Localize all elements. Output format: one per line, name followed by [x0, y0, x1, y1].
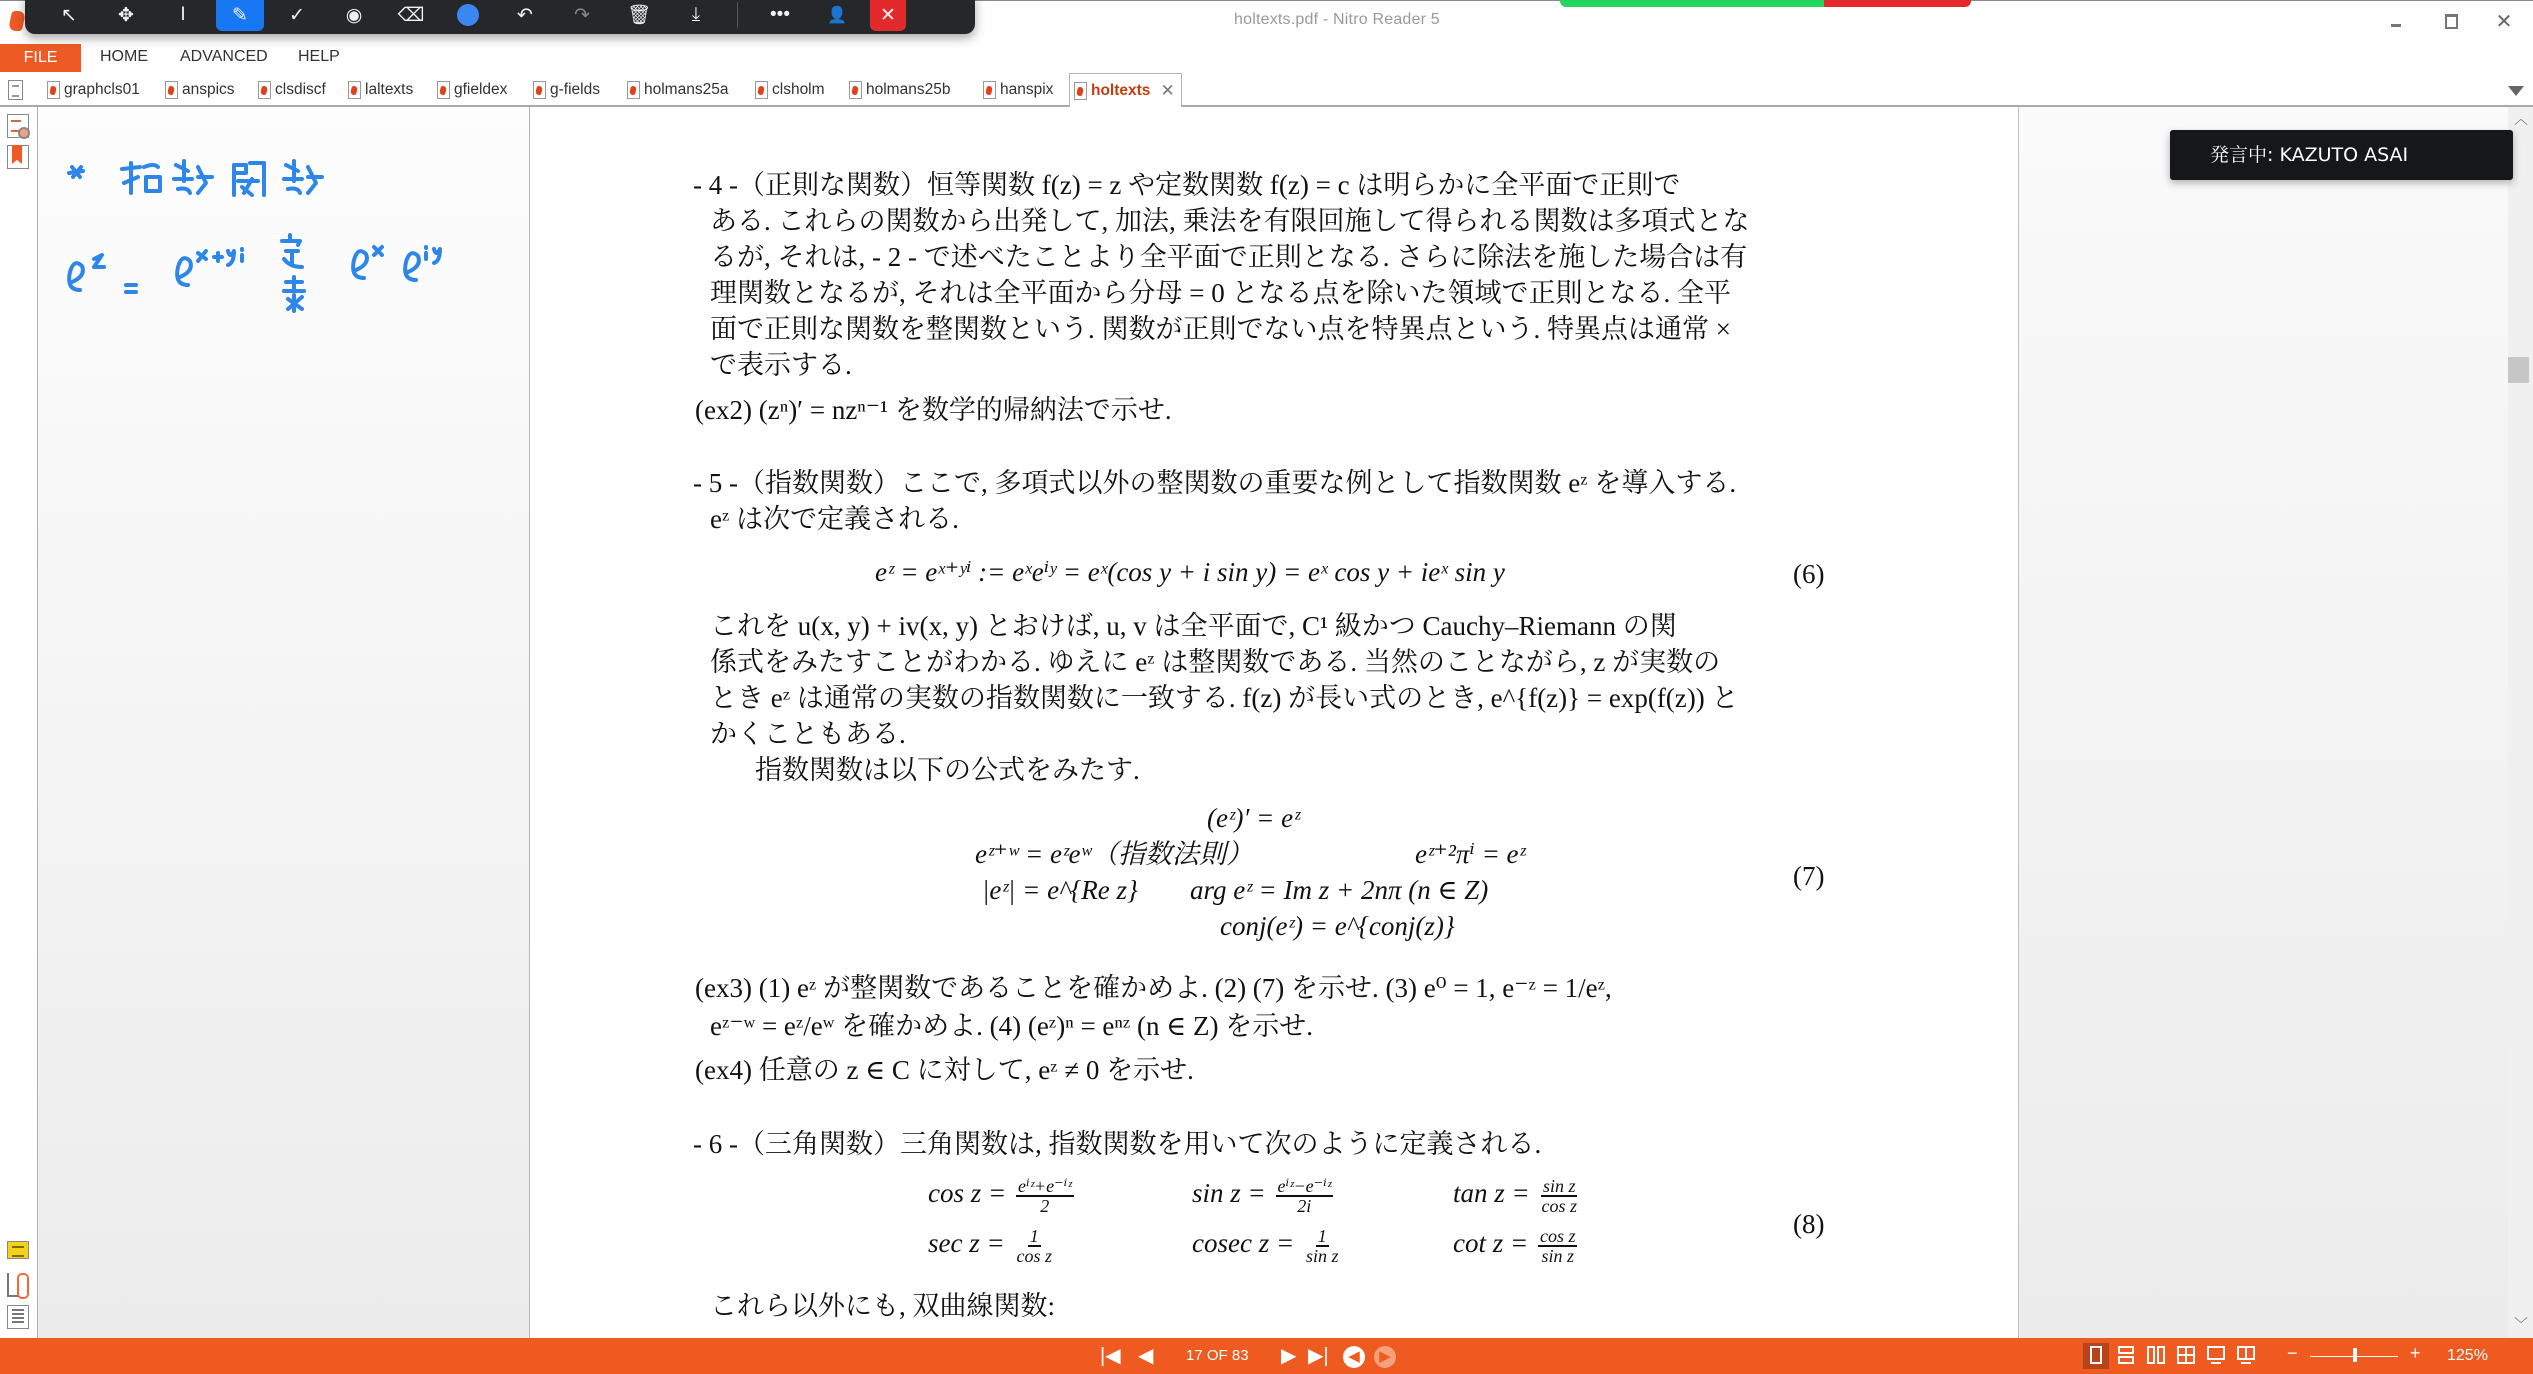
- eq7-row-2a: eᶻ⁺ʷ = eᶻeʷ（指数法則）: [975, 839, 1253, 869]
- eq7-row-2b: eᶻ⁺²πⁱ = eᶻ: [1415, 839, 1526, 869]
- last-page-button[interactable]: ▶|: [1308, 1345, 1329, 1367]
- scroll-up-icon[interactable]: ︿: [2514, 111, 2528, 127]
- cot-lhs: cot z =: [1453, 1228, 1529, 1259]
- attachments-icon[interactable]: [7, 1273, 19, 1297]
- cosec-fraction: $\frac{1}{\text{sin z}}$: [1305, 1226, 1339, 1266]
- pdf-file-icon: [437, 81, 450, 99]
- eq7-row-3a: |eᶻ| = e^{Re z}: [982, 875, 1138, 905]
- speaking-indicator-badge: 発言中: KAZUTO ASAI: [2170, 130, 2513, 180]
- recording-indicator: [1560, 0, 1971, 7]
- comments-icon[interactable]: [7, 1241, 29, 1259]
- sec6-tail: これら以外にも, 双曲線関数:: [710, 1291, 1056, 1321]
- sec5-line-1: - 5 -（指数関数）ここで, 多項式以外の整関数の重要な例として指数関数 eᶻ を導入する.: [693, 468, 1737, 498]
- scrollbar-thumb[interactable]: [2508, 357, 2529, 383]
- check-tool-button[interactable]: [273, 0, 321, 31]
- minimize-button[interactable]: [2378, 7, 2418, 37]
- cos-fraction: $\frac{\text{eⁱᶻ+e⁻ⁱᶻ}}{2}$: [1017, 1176, 1072, 1216]
- sec4-line-3: るが, それは, - 2 - で述べたことより全平面で正則となる. さらに除法を施した場合は有: [710, 242, 1748, 272]
- text-tool-button[interactable]: [159, 0, 207, 31]
- spotlight-icon: ◉: [345, 4, 363, 26]
- save-download-button[interactable]: [672, 0, 720, 31]
- pen-tool-button[interactable]: [216, 0, 264, 31]
- pdf-file-icon: [627, 81, 640, 99]
- vertical-scrollbar[interactable]: [2508, 107, 2533, 1338]
- status-bar: [0, 1338, 2533, 1374]
- close-toolbar-button[interactable]: [870, 0, 906, 31]
- previous-view-button[interactable]: ◀: [1343, 1346, 1365, 1368]
- eq8-cosec: [1192, 1227, 1343, 1265]
- more-dots-icon: •••: [770, 4, 790, 25]
- page-list-icon[interactable]: [7, 1305, 29, 1329]
- sec5-line-2: eᶻ は次で定義される.: [710, 504, 959, 534]
- toolbar-divider: [737, 2, 738, 28]
- more-options-button[interactable]: [756, 0, 804, 31]
- delete-button[interactable]: [615, 0, 663, 31]
- document-tabs: [0, 72, 2533, 107]
- handwritten-ink-annotation: [38, 107, 530, 407]
- single-page-view-button[interactable]: [2083, 1343, 2109, 1369]
- sec6-heading: - 6 -（三角関数）三角関数は, 指数関数を用いて次のように定義される.: [693, 1129, 1542, 1159]
- viewer-background-right: [2018, 107, 2508, 1338]
- redo-icon: ↷: [574, 4, 590, 26]
- tab-holmans25a[interactable]: holmans25a: [627, 78, 728, 102]
- eq8-sin: [1192, 1177, 1336, 1215]
- zoom-in-button[interactable]: +: [2410, 1343, 2421, 1363]
- cursor-arrow-icon: ↖: [61, 4, 77, 26]
- tab-list-icon[interactable]: [8, 80, 23, 100]
- trash-icon: 🗑: [626, 5, 652, 26]
- pdf-file-icon: [348, 81, 361, 99]
- sec4-line-4: 理関数となるが, それは全平面から分母 = 0 となる点を除いた領域で正則となる. 全平: [710, 278, 1731, 308]
- zoom-level[interactable]: 125%: [2447, 1347, 2488, 1364]
- sec4-line-5: 面で正則な関数を整関数という. 関数が正則でない点を特異点という. 特異点は通常 ×: [710, 314, 1731, 344]
- undo-icon: ↶: [517, 4, 533, 26]
- spotlight-tool-button[interactable]: [330, 0, 378, 31]
- menu-home[interactable]: HOME: [100, 48, 148, 65]
- close-window-button[interactable]: ✕: [2495, 11, 2513, 33]
- pdf-page: [530, 107, 2018, 1338]
- presentation-view-button[interactable]: [2233, 1343, 2259, 1369]
- monitor-icon: [2207, 1346, 2225, 1360]
- download-icon: ⤓: [691, 4, 701, 25]
- continuous-icon: [2118, 1346, 2134, 1354]
- ribbon-menu: [0, 44, 2533, 72]
- tab-gfieldex[interactable]: gfieldex: [437, 78, 507, 102]
- zoom-out-button[interactable]: −: [2287, 1343, 2298, 1363]
- exercise-4: (ex4) 任意の z ∈ C に対して, eᶻ ≠ 0 を示せ.: [695, 1055, 1194, 1085]
- recording-indicator-green: [1560, 0, 1824, 7]
- eq7-row-1: (eᶻ)′ = eᶻ: [1207, 803, 1300, 833]
- eraser-tool-button[interactable]: [387, 0, 435, 31]
- cos-lhs: cos z =: [928, 1178, 1007, 1209]
- maximize-icon: [2445, 14, 2458, 29]
- move-tool-button[interactable]: [102, 0, 150, 31]
- recording-indicator-red: [1824, 0, 1971, 7]
- equation-number-8: (8): [1793, 1209, 1825, 1239]
- fullscreen-view-button[interactable]: [2203, 1343, 2229, 1369]
- color-picker-button[interactable]: [444, 0, 492, 31]
- exercise-3-line-1: (ex3) (1) eᶻ が整関数であることを確かめよ. (2) (7) を示せ. (3) e⁰ = 1, e⁻ᶻ = 1/eᶻ,: [695, 973, 1612, 1003]
- tab-holtexts[interactable]: holtexts ✕: [1069, 73, 1182, 107]
- color-swatch-icon: [457, 4, 479, 26]
- menu-file[interactable]: FILE: [0, 44, 81, 72]
- close-icon: ✕: [880, 4, 896, 26]
- tab-g-fields[interactable]: g-fields: [533, 78, 600, 102]
- equation-6: eᶻ = eˣ⁺ʸⁱ := eˣeⁱʸ = eˣ(cos y + i sin y) = eˣ cos y + ieˣ sin y: [875, 557, 1505, 587]
- eraser-icon: ⌫: [397, 4, 425, 26]
- sec4-line-1: - 4 -（正則な関数）恒等関数 f(z) = z や定数関数 f(z) = c は明らかに全平面で正則で: [693, 170, 1681, 200]
- tab-hanspix[interactable]: hanspix: [983, 78, 1053, 102]
- move-icon: ✥: [118, 4, 134, 26]
- pdf-file-icon: [849, 81, 862, 99]
- pdf-file-icon: [533, 81, 546, 99]
- cosec-lhs: cosec z =: [1192, 1228, 1295, 1259]
- user-permissions-button[interactable]: [813, 0, 861, 31]
- eq8-tan: [1453, 1177, 1582, 1215]
- tab-clsdiscf[interactable]: clsdiscf: [258, 78, 326, 102]
- minimize-icon: [2391, 24, 2401, 27]
- tabs-overflow-dropdown-icon[interactable]: [2508, 86, 2524, 96]
- continuous-view-button[interactable]: [2113, 1343, 2139, 1369]
- single-page-icon: [2090, 1346, 2102, 1364]
- window-title: holtexts.pdf - Nitro Reader 5: [1234, 11, 1440, 28]
- text-cursor-icon: I: [180, 4, 186, 25]
- sin-fraction: $\frac{\text{eⁱᶻ−e⁻ⁱᶻ}}{2i}$: [1277, 1176, 1332, 1216]
- sec5-para-3: とき eᶻ は通常の実数の指数関数に一致する. f(z) が長い式のとき, e^{f(z)} = exp(f(z)) と: [710, 683, 1739, 713]
- sin-lhs: sin z =: [1192, 1178, 1266, 1209]
- menu-advanced[interactable]: ADVANCED: [180, 48, 268, 65]
- facing-view-button[interactable]: [2143, 1343, 2169, 1369]
- sec5-para-1: これを u(x, y) + iv(x, y) とおけば, u, v は全平面で, C¹ 級かつ Cauchy–Riemann の関: [710, 611, 1677, 641]
- formula-intro: 指数関数は以下の公式をみたす.: [755, 755, 1140, 785]
- scroll-down-icon[interactable]: ﹀: [2514, 1316, 2528, 1332]
- nitro-logo-icon: [8, 11, 26, 31]
- sec-lhs: sec z =: [928, 1228, 1005, 1259]
- eq8-cos: [928, 1177, 1077, 1215]
- tan-fraction: $\frac{\text{sin z}}{\text{cos z}}$: [1541, 1176, 1577, 1216]
- pdf-file-icon: [755, 81, 768, 99]
- bookmark-icon[interactable]: [7, 145, 29, 169]
- check-icon: ✓: [289, 4, 305, 26]
- pdf-file-icon: [47, 81, 60, 99]
- sec4-line-6: で表示する.: [710, 350, 852, 380]
- sec-fraction: $\frac{1}{\text{cos z}}$: [1016, 1226, 1052, 1266]
- eq8-cot: [1453, 1227, 1580, 1265]
- eq8-sec: [928, 1227, 1057, 1265]
- tab-clsholm[interactable]: clsholm: [755, 78, 825, 102]
- margin-annotation-area[interactable]: [38, 107, 530, 1338]
- continuous-facing-view-button[interactable]: [2173, 1343, 2199, 1369]
- pdf-file-icon: [1074, 82, 1087, 100]
- tab-graphcls01[interactable]: graphcls01: [47, 78, 140, 102]
- equation-number-7: (7): [1793, 861, 1825, 891]
- side-panel-icons: [0, 107, 38, 1338]
- exercise-3-line-2: eᶻ⁻ʷ = eᶻ/eʷ を確かめよ. (4) (eᶻ)ⁿ = eⁿᶻ (n ∈ Z) を示せ.: [710, 1011, 1314, 1041]
- facing-icon: [2147, 1346, 2155, 1364]
- sec5-para-2: 係式をみたすことがわかる. ゆえに eᶻ は整関数である. 当然のことながら, z が実数の: [710, 647, 1721, 677]
- first-page-button[interactable]: |◀: [1100, 1345, 1121, 1367]
- zoom-slider-thumb[interactable]: [2353, 1348, 2357, 1362]
- previous-page-button[interactable]: ◀: [1138, 1345, 1154, 1367]
- tan-lhs: tan z =: [1453, 1178, 1530, 1209]
- user-shield-icon: 👤: [827, 7, 847, 24]
- sec4-line-2: ある. これらの関数から出発して, 加法, 乗法を有限回施して得られる関数は多項式とな: [710, 206, 1750, 236]
- cot-fraction: $\frac{\text{cos z}}{\text{sin z}}$: [1539, 1226, 1576, 1266]
- eq7-row-4: conj(eᶻ) = e^{conj(z)}: [1220, 911, 1455, 941]
- pdf-file-icon: [983, 81, 996, 99]
- select-tool-button[interactable]: [45, 0, 93, 31]
- sec5-para-4: かくこともある.: [710, 719, 906, 749]
- maximize-button[interactable]: [2431, 7, 2471, 37]
- menu-help[interactable]: HELP: [298, 48, 340, 65]
- pdf-file-icon: [258, 81, 271, 99]
- search-document-icon[interactable]: [7, 114, 29, 138]
- pen-icon: ✎: [232, 4, 248, 26]
- tab-holmans25b[interactable]: holmans25b: [849, 78, 950, 102]
- tab-anspics[interactable]: anspics: [165, 78, 235, 102]
- tab-laltexts[interactable]: laltexts: [348, 78, 413, 102]
- annotation-toolbar: [25, 0, 975, 34]
- close-tab-button[interactable]: ✕: [1160, 80, 1175, 100]
- equation-number-6: (6): [1793, 559, 1825, 589]
- undo-button[interactable]: [501, 0, 549, 31]
- pdf-file-icon: [165, 81, 178, 99]
- eq7-row-3b: arg eᶻ = Im z + 2nπ (n ∈ Z): [1190, 875, 1489, 905]
- page-indicator[interactable]: 17 OF 83: [1186, 1347, 1249, 1364]
- next-page-button[interactable]: ▶: [1281, 1345, 1297, 1367]
- redo-button[interactable]: [558, 0, 606, 31]
- next-view-button[interactable]: ▶: [1374, 1346, 1396, 1368]
- exercise-2: (ex2) (zⁿ)′ = nzⁿ⁻¹ を数学的帰納法で示せ.: [695, 395, 1172, 425]
